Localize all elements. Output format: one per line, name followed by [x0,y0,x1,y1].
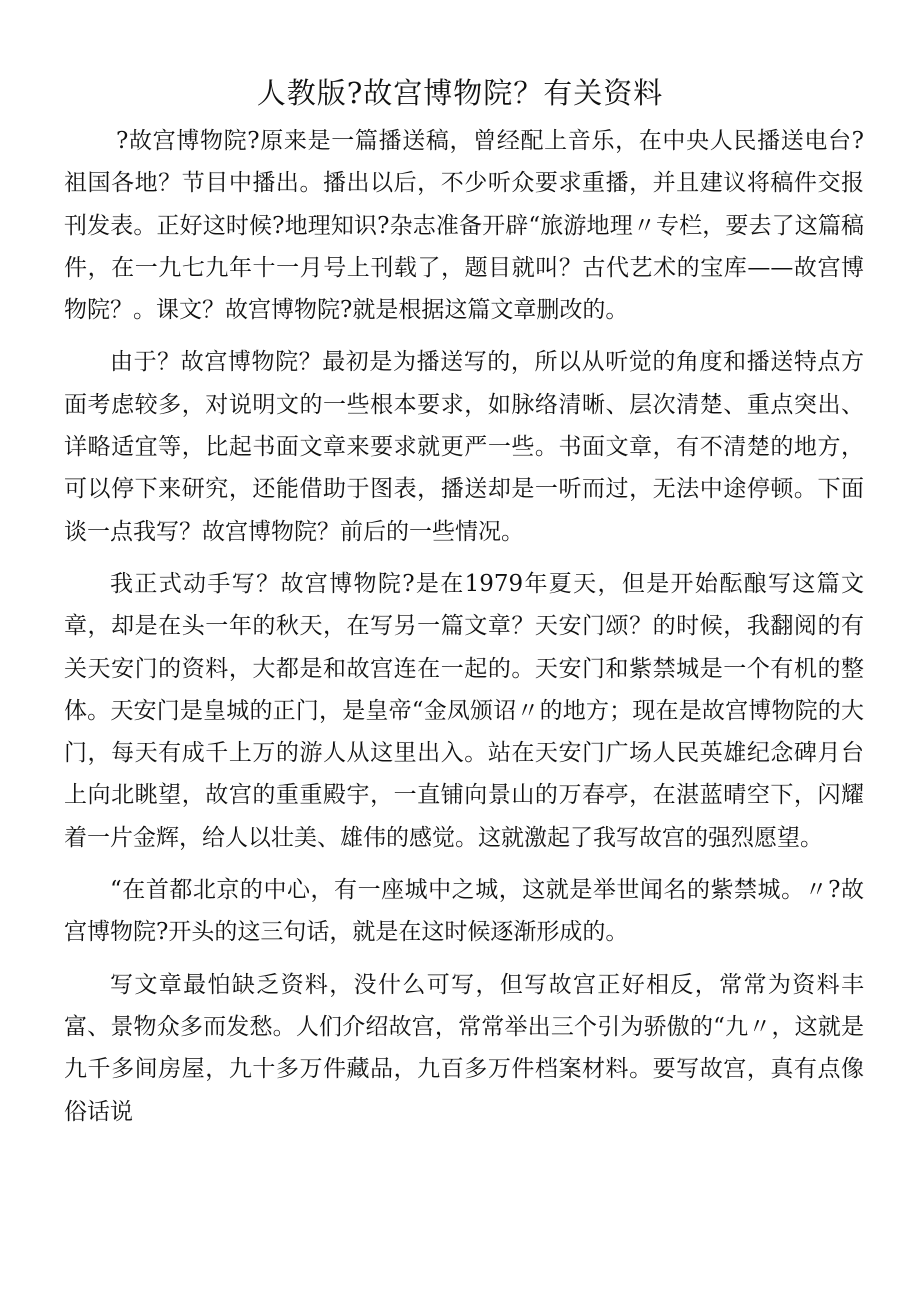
paragraph-5: 写文章最怕缺乏资料，没什么可写，但写故宫正好相反，常常为资料丰富、景物众多而发愁。人们介绍故宫，常常举出三个引为骄傲的“九〃，这就是九千多间房屋，九十多万件藏品，九百多万件档案材料。要写故宫，真有点像俗话说 [64,971,864,1125]
paragraph-2: 由于？故宫博物院？最初是为播送写的，所以从听觉的角度和播送特点方面考虑较多，对说明文的一些根本要求，如脉络清晰、层次清楚、重点突出、详略适宜等，比起书面文章来要求就更严一些。书面文章，有不清楚的地方，可以停下来研究，还能借助于图表，播送却是一听而过，无法中途停顿。下面谈一点我写？故宫博物院？前后的一些情况。 [64,349,864,545]
paragraph-4: “在首都北京的中心，有一座城中之城，这就是举世闻名的紫禁城。〃?故宫博物院?开头的这三句话，就是在这时候逐渐形成的。 [64,877,864,946]
document-body [64,120,864,1143]
paragraph-1: ?故宫博物院?原来是一篇播送稿，曾经配上音乐，在中央人民播送电台?祖国各地？节目中播出。播出以后，不少听众要求重播，并且建议将稿件交报刊发表。正好这时候?地理知识?杂志准备开辟“旅游地理〃专栏，要去了这篇稿件，在一九七九年十一月号上刊载了，题目就叫？古代艺术的宝库——故宫博物院？。课文？故宫博物院?就是根据这篇文章删改的。 [64,128,864,324]
document-title: 人教版?故宫博物院？有关资料 [256,76,664,110]
paragraph-3: 我正式动手写？故宫博物院?是在1979年夏天，但是开始酝酿写这篇文章，却是在头一年的秋天，在写另一篇文章？天安门颂？的时候，我翻阅的有关天安门的资料，大都是和故宫连在一起的。天安门和紫禁城是一个有机的整体。天安门是皇城的正门，是皇帝“金凤颁诏〃的地方；现在是故宫博物院的大门，每天有成千上万的游人从这里出入。站在天安门广场人民英雄纪念碑月台上向北眺望，故宫的重重殿宇，一直铺向景山的万春亭，在湛蓝晴空下，闪耀着一片金辉，给人以壮美、雄伟的感觉。这就激起了我写故宫的强烈愿望。 [64,570,864,851]
